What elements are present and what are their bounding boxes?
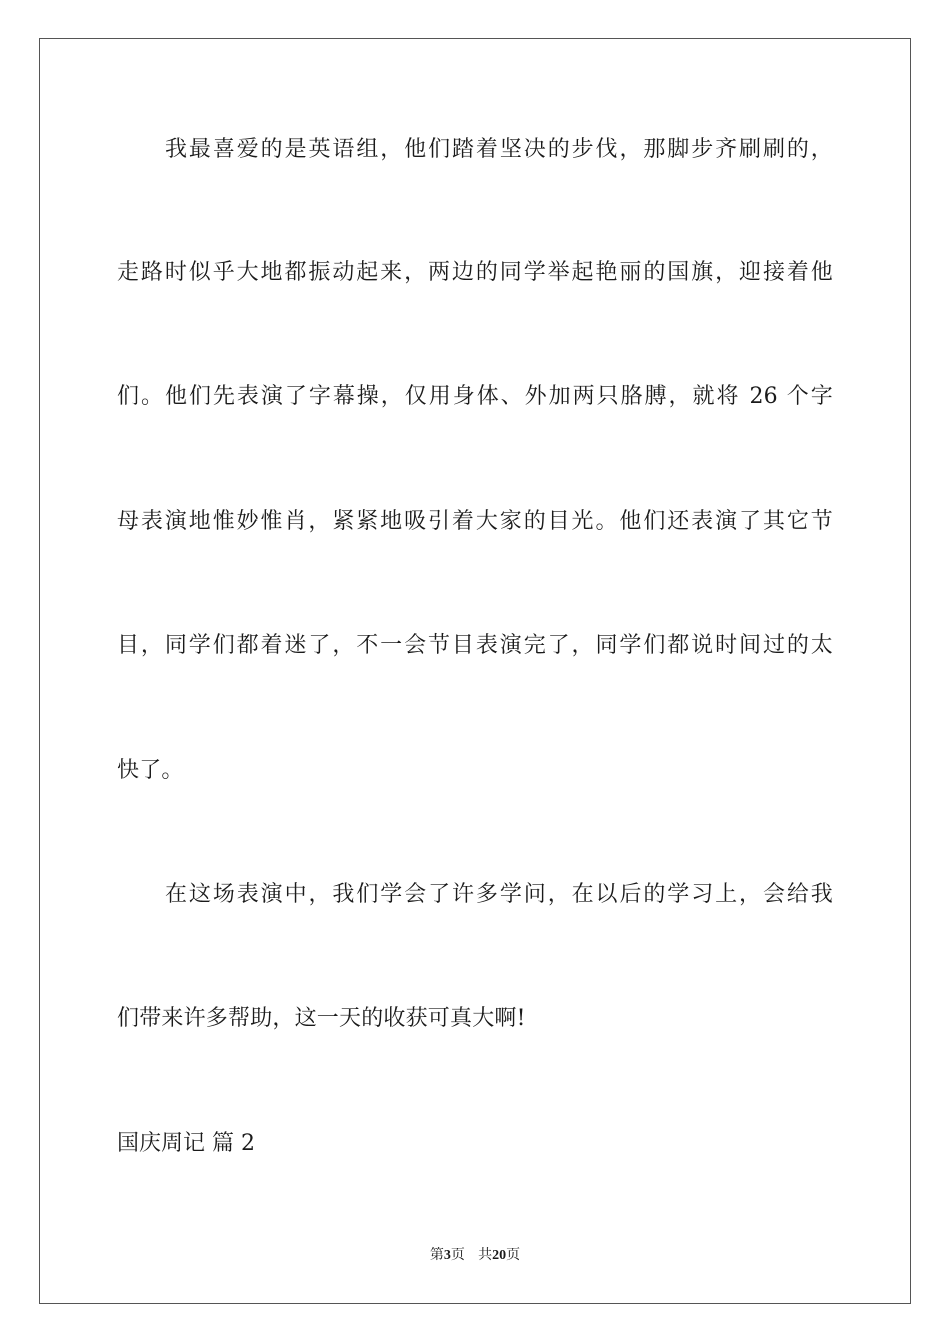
page-footer — [0, 1245, 950, 1266]
paragraph-1-line-6: 快了。 — [117, 758, 184, 783]
paragraph-2-line-2: 们带来许多帮助，这一天的收获可真大啊! — [117, 1006, 526, 1031]
footer-current-page: 3 — [443, 1248, 451, 1263]
paragraph-1-line-5: 目，同学们都着迷了，不一会节目表演完了，同学们都说时间过的太 — [117, 633, 833, 658]
paragraph-1-line-1: 我最喜爱的是英语组，他们踏着坚决的步伐，那脚步齐刷刷的， — [165, 137, 833, 162]
paragraph-1-line-2: 走路时似乎大地都振动起来，两边的同学举起艳丽的国旗，迎接着他 — [117, 260, 833, 285]
footer-middle: 页 共 — [450, 1247, 493, 1263]
footer-prefix: 第 — [429, 1247, 444, 1263]
paragraph-2-line-1: 在这场表演中，我们学会了许多学问，在以后的学习上，会给我 — [165, 882, 833, 907]
paragraph-1-line-4: 母表演地惟妙惟肖，紧紧地吸引着大家的目光。他们还表演了其它节 — [117, 509, 833, 534]
paragraph-1-line-3: 们。他们先表演了字幕操，仅用身体、外加两只胳膊，就将 26 个字 — [117, 384, 833, 409]
footer-suffix: 页 — [506, 1247, 521, 1263]
footer-total-pages: 20 — [492, 1248, 507, 1263]
page-border — [39, 38, 911, 1304]
section-heading: 国庆周记 篇 2 — [117, 1131, 255, 1156]
